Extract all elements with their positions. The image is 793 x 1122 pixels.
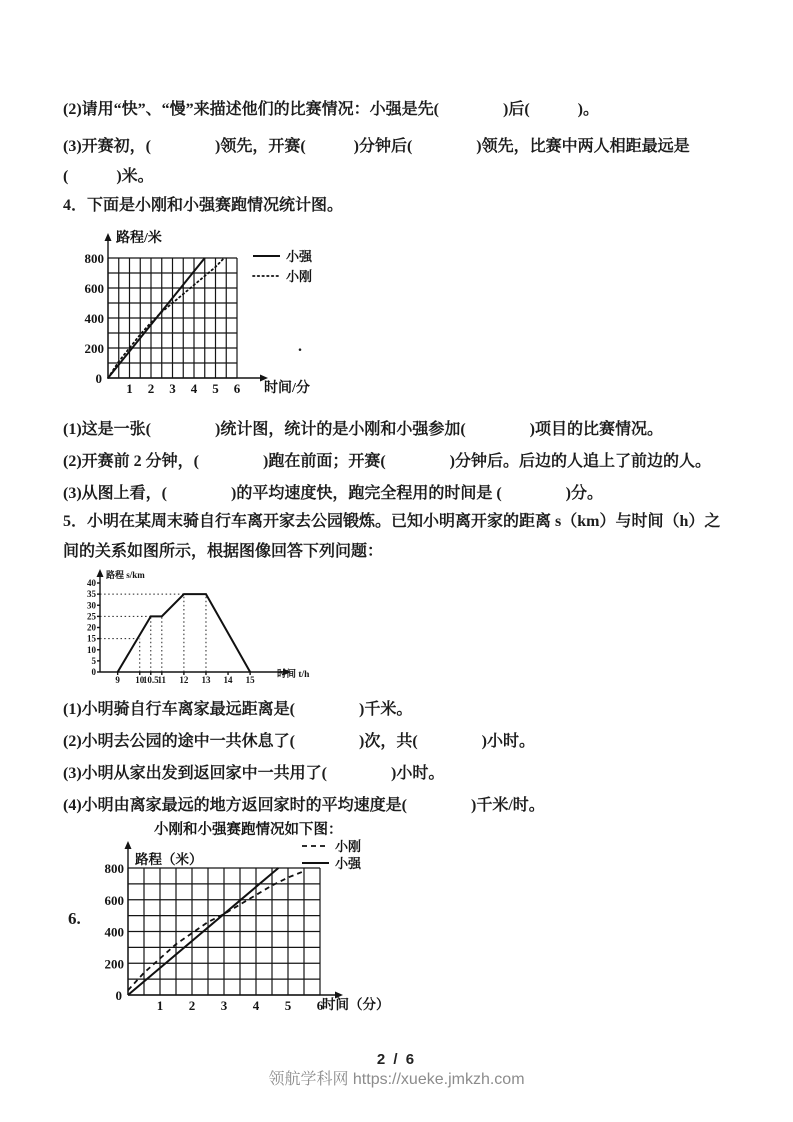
svg-text:12: 12: [179, 675, 189, 685]
q3-part3-text-a: (3)开赛初，( )领先，开赛( )分钟后( )领先，比赛中两人相距最远是: [63, 138, 690, 155]
svg-text:10: 10: [87, 644, 96, 655]
chart-race-q6-svg: [104, 818, 450, 1018]
svg-text:10: 10: [135, 675, 145, 685]
svg-text:小强: 小强: [335, 856, 362, 871]
svg-text:15: 15: [245, 675, 255, 685]
chart-race-q4: [85, 226, 415, 411]
page-number: 2 / 6: [376, 1051, 417, 1068]
svg-text:小刚: 小刚: [286, 269, 313, 284]
svg-text:时间/分: 时间/分: [264, 381, 310, 396]
svg-text:400: 400: [104, 924, 124, 940]
svg-text:10.5: 10.5: [142, 675, 159, 685]
q5-part2-text: (2)小明去公园的途中一共休息了( )次，共( )小时。: [63, 733, 535, 750]
site-link[interactable]: 领航学科网 https://xueke.jmkzh.com: [268, 1071, 525, 1088]
svg-text:小刚和小强赛跑情况如下图：: 小刚和小强赛跑情况如下图：: [154, 822, 343, 838]
svg-text:1: 1: [126, 381, 133, 396]
svg-text:0: 0: [91, 667, 96, 677]
svg-text:800: 800: [104, 861, 124, 876]
svg-text:35: 35: [87, 589, 96, 600]
svg-text:时间 t/h: 时间 t/h: [277, 670, 310, 680]
svg-text:3: 3: [220, 998, 228, 1013]
q6-number: 6.: [68, 909, 81, 928]
q4-stem-text: 4．下面是小刚和小强赛跑情况统计图。: [63, 197, 344, 214]
chart-race-q6: [104, 818, 450, 1018]
q3-part3-text-b: ( )米。: [63, 168, 154, 185]
svg-text:6: 6: [316, 998, 324, 1013]
svg-text:小刚: 小刚: [335, 839, 362, 854]
svg-text:600: 600: [84, 281, 104, 296]
svg-text:5: 5: [284, 998, 292, 1013]
svg-text:小强: 小强: [286, 249, 313, 264]
svg-text:15: 15: [87, 633, 96, 644]
svg-text:0: 0: [95, 371, 102, 386]
svg-text:2: 2: [188, 998, 196, 1013]
svg-text:4: 4: [190, 381, 198, 396]
svg-text:14: 14: [223, 675, 233, 685]
q5-part1-text: (1)小明骑自行车离家最远距离是( )千米。: [63, 701, 413, 718]
svg-text:0: 0: [115, 988, 122, 1003]
svg-text:40: 40: [87, 578, 96, 588]
svg-text:路程/米: 路程/米: [116, 231, 162, 246]
q3-part2-text: (2)请用“快”、“慢”来描述他们的比赛情况：小强是先( )后( )。: [63, 101, 599, 118]
svg-text:5: 5: [91, 655, 96, 666]
chart-bike-trip-q5: [75, 566, 335, 691]
svg-text:11: 11: [157, 675, 167, 685]
svg-text:600: 600: [104, 892, 124, 908]
svg-text:20: 20: [87, 622, 96, 633]
q5-part3-text: (3)小明从家出发到返回家中一共用了( )小时。: [63, 765, 445, 782]
svg-text:13: 13: [201, 675, 211, 685]
q5-stem-text-b: 间的关系如图所示，根据图像回答下列问题：: [63, 543, 384, 560]
q4-part2-text: (2)开赛前 2 分钟，( )跑在前面；开赛( )分钟后。后边的人追上了前边的人。: [63, 453, 711, 470]
q5-stem-text-a: 5．小明在某周末骑自行车离开家去公园锻炼。已知小明离开家的距离 s（km）与时间（h）之: [63, 513, 721, 530]
q5-part4-text: (4)小明由离家最远的地方返回家时的平均速度是( )千米/时。: [63, 797, 545, 814]
q4-part1-text: (1)这是一张( )统计图，统计的是小刚和小强参加( )项目的比赛情况。: [63, 421, 663, 438]
svg-text:200: 200: [104, 956, 124, 972]
svg-text:时间（分）: 时间（分）: [322, 997, 390, 1012]
svg-text:4: 4: [252, 998, 260, 1013]
svg-text:路程 s/km: 路程 s/km: [106, 570, 145, 580]
svg-text:1: 1: [156, 998, 164, 1013]
svg-text:9: 9: [115, 675, 120, 685]
svg-text:400: 400: [84, 311, 104, 326]
svg-text:30: 30: [87, 600, 96, 611]
svg-text:2: 2: [147, 381, 155, 396]
svg-text:路程（米）: 路程（米）: [135, 852, 203, 867]
svg-text:200: 200: [84, 341, 104, 356]
svg-text:5: 5: [212, 381, 219, 396]
q4-part3-text: (3)从图上看，( )的平均速度快，跑完全程用的时间是 ( )分。: [63, 485, 603, 502]
svg-text:6: 6: [233, 381, 241, 396]
chart-race-q4-svg: [85, 226, 415, 411]
svg-text:3: 3: [169, 381, 176, 396]
stray-dot: .: [298, 338, 302, 355]
svg-text:800: 800: [84, 251, 104, 266]
chart-bike-trip-q5-svg: [75, 566, 335, 691]
svg-text:25: 25: [87, 611, 96, 622]
